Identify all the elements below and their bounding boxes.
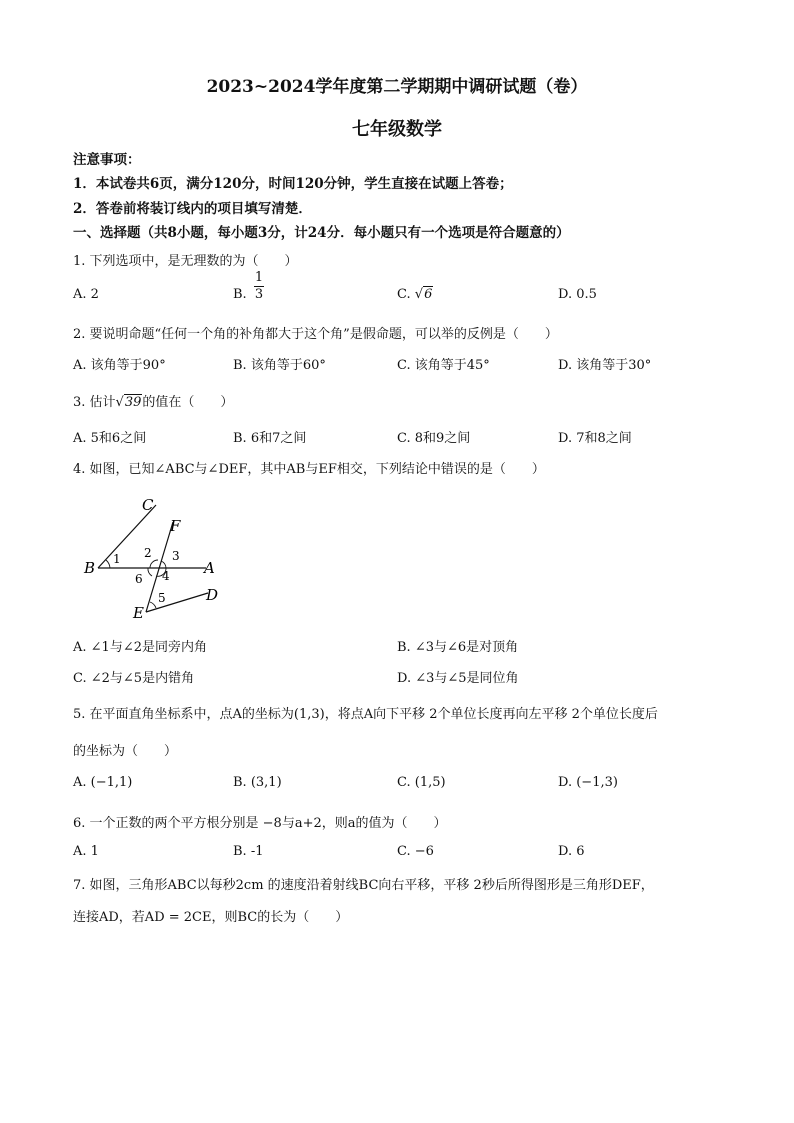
label-5: 5 <box>158 591 166 605</box>
fraction-denominator: 3 <box>254 287 264 302</box>
q2-option-c: C. 该角等于45° <box>397 358 490 373</box>
q4-figure <box>78 490 238 625</box>
line-ed <box>146 593 208 612</box>
q7-stem-line1: 7. 如图，三角形ABC以每秒2cm 的速度沿着射线BC向右平移，平移 2秒后所得图形是三角形DEF， <box>73 878 654 893</box>
q3-stem-suffix: 的值在（ ） <box>142 395 234 410</box>
q1-option-b-prefix: B. <box>233 287 247 302</box>
label-6: 6 <box>135 572 143 586</box>
q1-option-c-prefix: C. <box>397 287 411 302</box>
q2-stem: 2. 要说明命题“任何一个角的补角都大于这个角”是假命题，可以举的反例是（ ） <box>73 327 558 342</box>
q2-option-d: D. 该角等于30° <box>558 358 652 373</box>
label-2: 2 <box>144 546 152 560</box>
angle-5-arc <box>150 602 156 608</box>
q5-option-d: D. (−1,3) <box>558 775 618 790</box>
exam-title: 2023~2024学年度第二学期期中调研试题（卷） <box>206 77 588 97</box>
q7-stem-line2: 连接AD，若AD = 2CE，则BC的长为（ ） <box>73 910 349 925</box>
q5-option-c: C. (1,5) <box>397 775 446 790</box>
q6-stem: 6. 一个正数的两个平方根分别是 −8与a+2，则a的值为（ ） <box>73 816 447 831</box>
label-c: C <box>142 496 154 514</box>
q4-option-b: B. ∠3与∠6是对顶角 <box>397 640 519 655</box>
notes-item-1: 1．本试卷共6页，满分120分，时间120分钟，学生直接在试题上答卷； <box>73 176 513 192</box>
label-b: B <box>84 559 96 577</box>
q2-option-b: B. 该角等于60° <box>233 358 326 373</box>
q6-option-d: D. 6 <box>558 844 585 859</box>
fraction-numerator: 1 <box>254 270 264 285</box>
q1-option-d: D. 0.5 <box>558 287 597 302</box>
q1-option-c-radicand: 6 <box>424 287 433 302</box>
q3-stem-prefix: 3. 估计 <box>73 395 116 410</box>
q3-option-c: C. 8和9之间 <box>397 431 471 446</box>
label-a: A <box>204 559 215 577</box>
q5-option-a: A. (−1,1) <box>73 775 133 790</box>
q4-option-a: A. ∠1与∠2是同旁内角 <box>73 640 207 655</box>
q1-option-a: A. 2 <box>73 287 99 302</box>
label-4: 4 <box>162 569 170 583</box>
q5-option-b: B. (3,1) <box>233 775 282 790</box>
angle-2-arc <box>150 560 158 568</box>
angle-1-arc <box>106 560 110 568</box>
label-3: 3 <box>172 549 180 563</box>
section-heading: 一、选择题（共8小题，每小题3分，计24分．每小题只有一个选项是符合题意的） <box>73 225 570 241</box>
q3-radicand: 39 <box>124 395 142 410</box>
q4-option-c: C. ∠2与∠5是内错角 <box>73 671 195 686</box>
q5-stem-line1: 5. 在平面直角坐标系中，点A的坐标为(1,3)，将点A向下平移 2个单位长度再向左平移 2个单位长度后 <box>73 707 658 722</box>
q3-option-b: B. 6和7之间 <box>233 431 307 446</box>
q3-stem <box>73 391 233 410</box>
notes-heading: 注意事项： <box>73 152 141 168</box>
angle-3-arc <box>161 561 166 568</box>
q2-option-a: A. 该角等于90° <box>73 358 166 373</box>
exam-subtitle: 七年级数学 <box>352 119 442 140</box>
q1-stem: 1. 下列选项中，是无理数的为（ ） <box>73 254 298 269</box>
q6-option-a: A. 1 <box>73 844 99 859</box>
sqrt-symbol: √6 <box>414 287 433 302</box>
q6-option-b: B. -1 <box>233 844 264 859</box>
q3-option-a: A. 5和6之间 <box>73 431 147 446</box>
q5-stem-line2: 的坐标为（ ） <box>73 744 178 759</box>
angle-6-arc <box>148 568 152 576</box>
label-d: D <box>206 586 219 604</box>
label-e: E <box>133 604 144 622</box>
q6-option-c: C. −6 <box>397 844 434 859</box>
q1-option-c <box>397 287 433 302</box>
q4-stem: 4. 如图，已知∠ABC与∠DEF，其中AB与EF相交，下列结论中错误的是（ ） <box>73 462 545 477</box>
label-f: F <box>170 517 181 535</box>
sqrt-symbol: √39 <box>115 395 142 410</box>
q4-option-d: D. ∠3与∠5是同位角 <box>397 671 519 686</box>
q3-option-d: D. 7和8之间 <box>558 431 632 446</box>
q1-option-b-fraction <box>254 270 264 303</box>
label-1: 1 <box>113 552 121 566</box>
notes-item-2: 2．答卷前将装订线内的项目填写清楚． <box>73 201 312 217</box>
